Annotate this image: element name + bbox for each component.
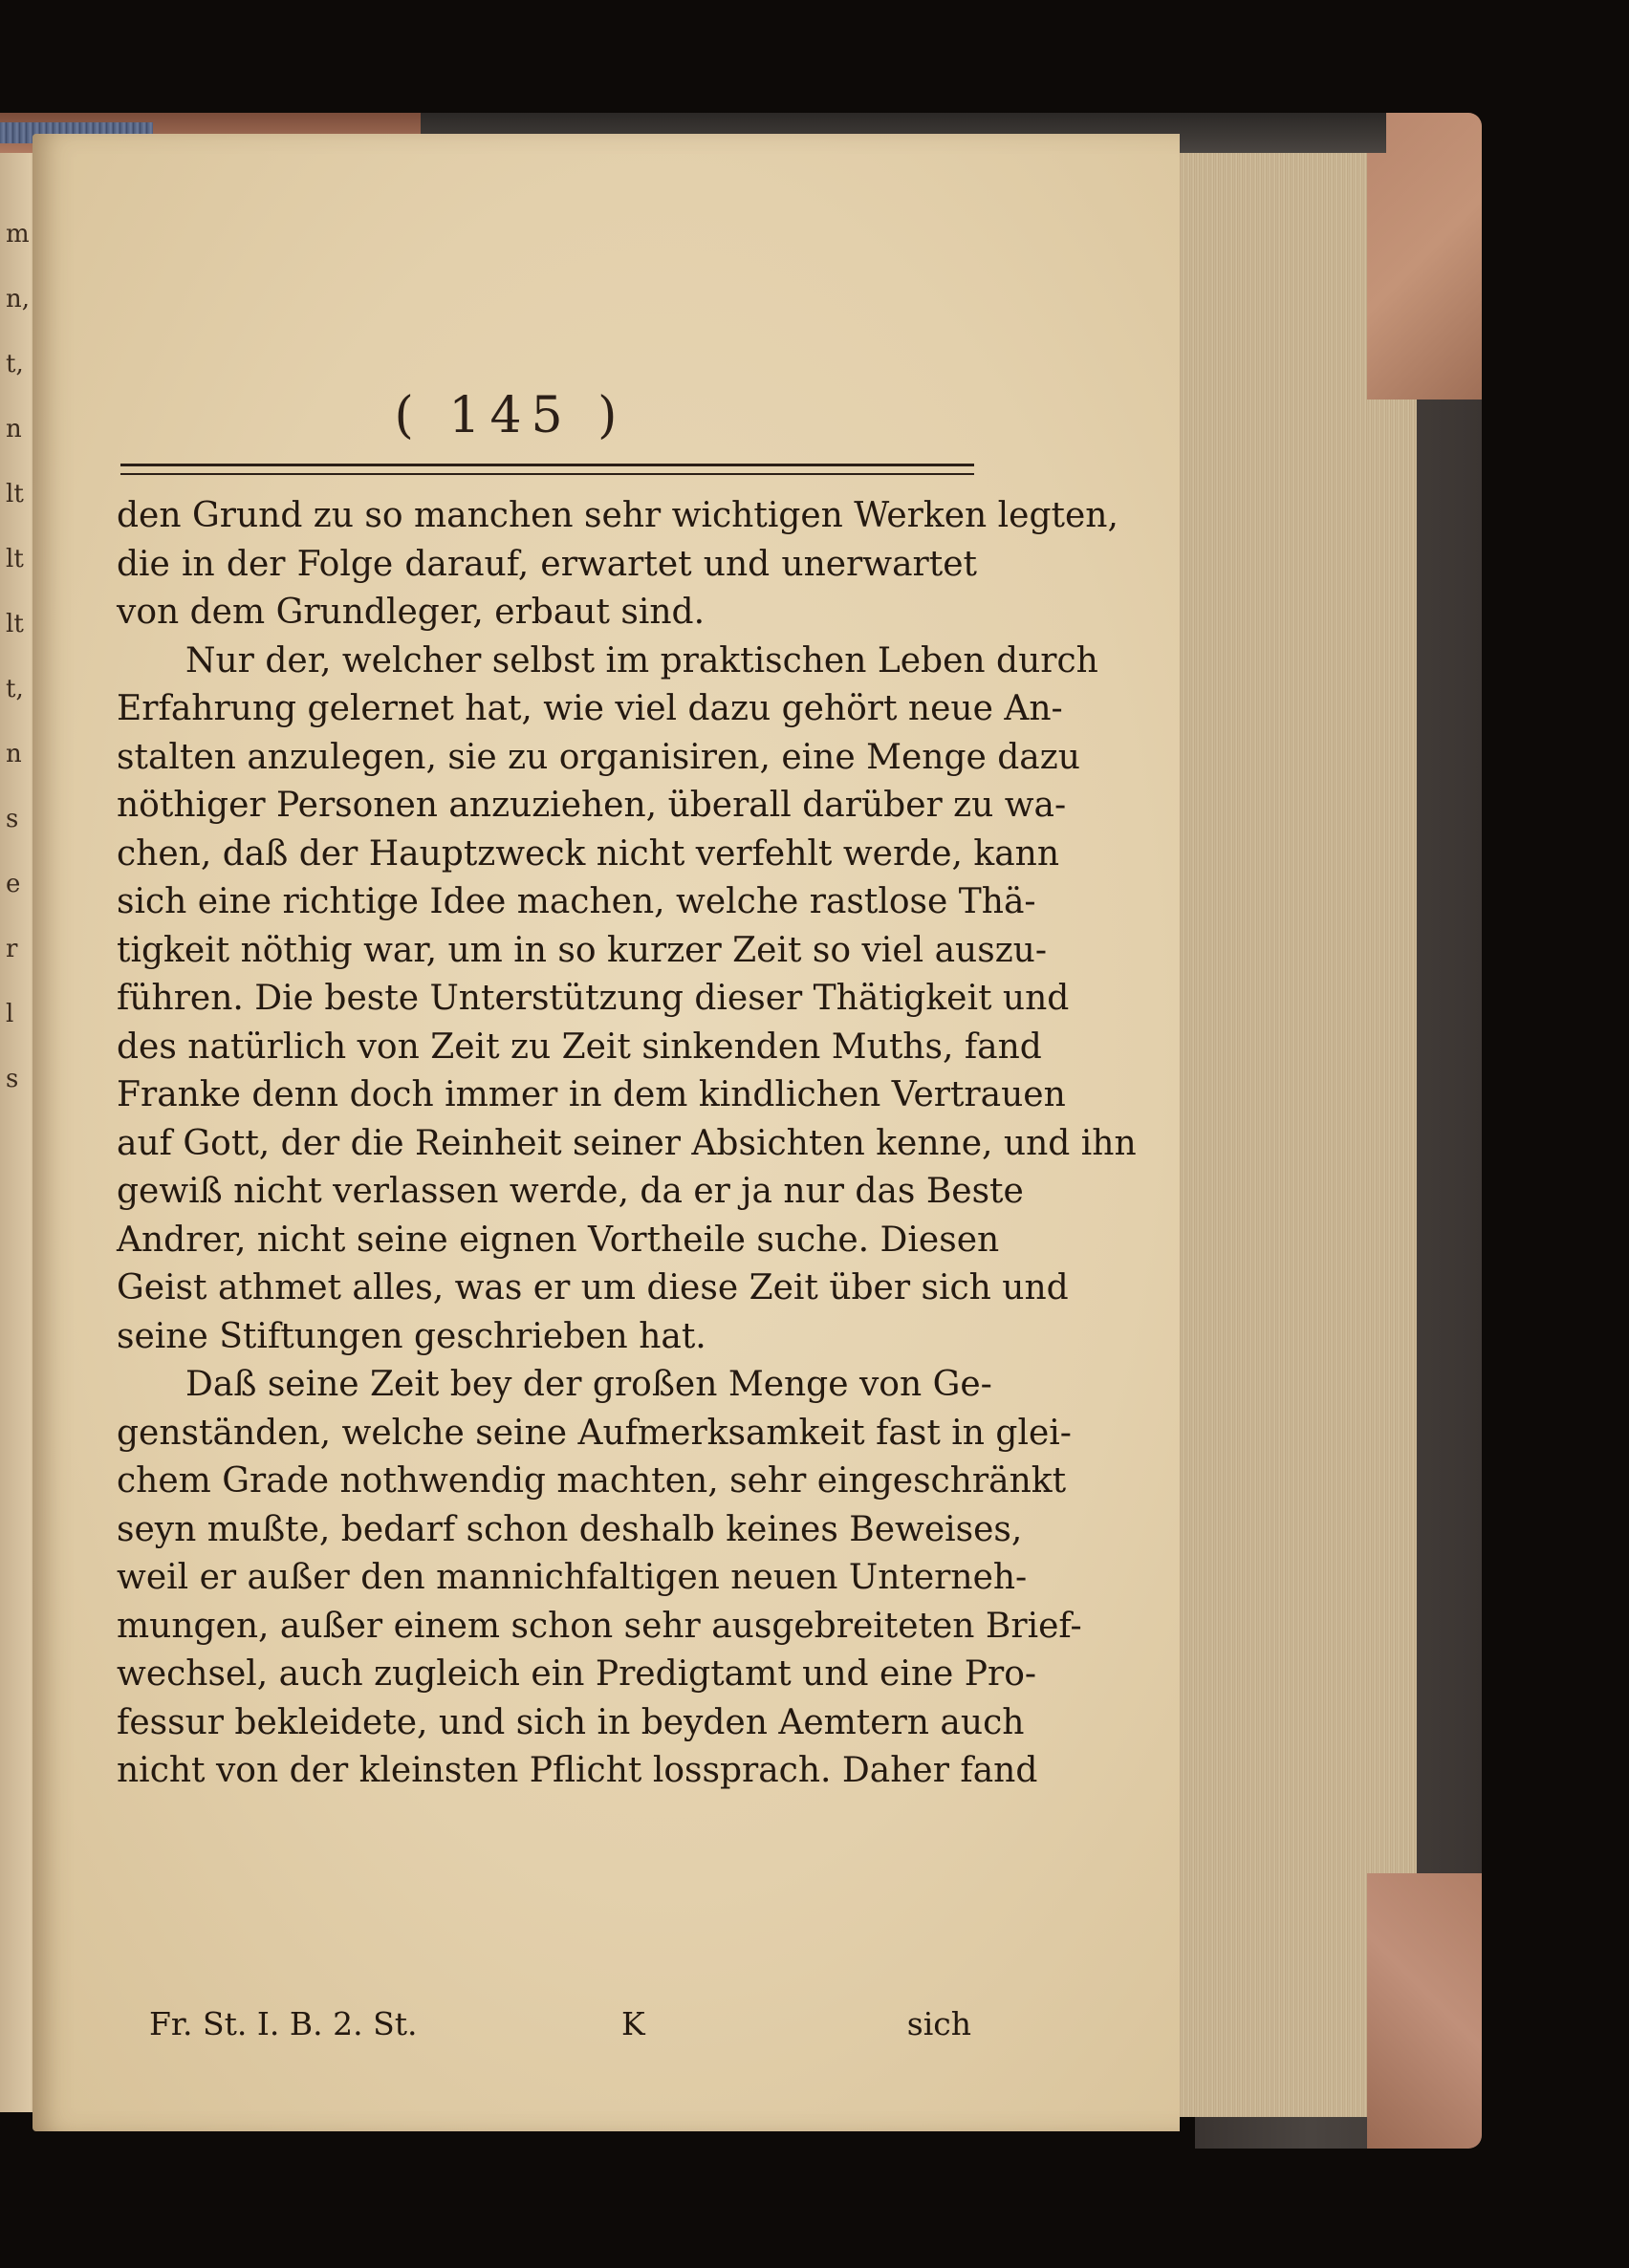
left-page-fragment: m — [6, 220, 30, 248]
left-page-fragment: n, — [6, 285, 31, 313]
text-line: nöthiger Personen anzuziehen, überall darüber zu wa- — [117, 786, 1067, 825]
text-line: genständen, welche seine Aufmerksamkeit fast in glei- — [117, 1413, 1072, 1453]
left-page-fragment: t, — [6, 350, 24, 378]
text-line: Franke denn doch immer in dem kindlichen Vertrauen — [117, 1075, 1066, 1114]
recto-page — [33, 134, 1180, 2131]
header-rule-thin — [120, 473, 974, 475]
text-line: seine Stiftungen geschrieben hat. — [117, 1316, 706, 1356]
left-page-fragment: l — [6, 1000, 14, 1028]
signature-note: Fr. St. I. B. 2. St. — [149, 2005, 418, 2042]
left-page-fragment: t, — [6, 675, 24, 703]
text-line: führen. Die beste Unterstützung dieser Thätigkeit und — [117, 979, 1070, 1018]
page-number: ( 145 ) — [394, 387, 627, 444]
text-line: mungen, außer einem schon sehr ausgebreiteten Brief- — [117, 1606, 1082, 1646]
text-line: auf Gott, der die Reinheit seiner Absichten kenne, und ihn — [117, 1123, 1137, 1163]
signature-mark: K — [621, 2005, 645, 2042]
text-line: seyn mußte, bedarf schon deshalb keines Beweises, — [117, 1509, 1023, 1549]
text-line: fessur bekleidete, und sich in beyden Aemtern auch — [117, 1702, 1025, 1742]
catchword: sich — [906, 2005, 971, 2042]
text-line: Andrer, nicht seine eignen Vortheile suche. Diesen — [117, 1220, 1000, 1260]
text-line: Daß seine Zeit bey der großen Menge von Ge- — [185, 1365, 992, 1404]
page-edges — [1166, 143, 1417, 2117]
text-line: wechsel, auch zugleich ein Predigtamt und eine Pro- — [117, 1654, 1037, 1694]
left-page-fragment: n — [6, 415, 22, 443]
text-line: gewiß nicht verlassen werde, da er ja nur das Beste — [117, 1172, 1024, 1211]
left-page-fragment: lt — [6, 480, 24, 508]
text-line: Geist athmet alles, was er um diese Zeit über sich und — [117, 1268, 1069, 1307]
cover-corner-bottom — [1367, 1873, 1482, 2149]
text-line: chen, daß der Hauptzweck nicht verfehlt werde, kann — [117, 833, 1060, 874]
text-line: Erfahrung gelernet hat, wie viel dazu gehört neue An- — [117, 689, 1063, 728]
text-line: stalten anzulegen, sie zu organisiren, eine Menge dazu — [117, 737, 1080, 777]
header-rule — [120, 464, 974, 466]
left-page-fragment: e — [6, 870, 21, 898]
left-page-fragment: s — [6, 1065, 19, 1093]
body-text — [117, 492, 1137, 1796]
left-page-fragment: s — [6, 805, 19, 833]
text-line: von dem Grundleger, erbaut sind. — [117, 593, 706, 632]
left-page-fragment: n — [6, 740, 22, 768]
left-page-fragment: lt — [6, 545, 24, 573]
text-line: weil er außer den mannichfaltigen neuen Unterneh- — [117, 1558, 1028, 1597]
text-line: sich eine richtige Idee machen, welche rastlose Thä- — [117, 882, 1036, 921]
left-page-fragment: lt — [6, 610, 24, 638]
page-footer — [117, 2005, 977, 2053]
text-line: nicht von der kleinsten Pflicht lossprach. Daher fand — [117, 1751, 1038, 1790]
text-line: des natürlich von Zeit zu Zeit sinkenden Muths, fand — [117, 1026, 1042, 1067]
text-line: die in der Folge darauf, erwartet und unerwartet — [117, 544, 977, 584]
cover-corner-top — [1367, 113, 1482, 400]
text-line: tigkeit nöthig war, um in so kurzer Zeit so viel auszu- — [117, 930, 1048, 970]
text-line: den Grund zu so manchen sehr wichtigen Werken legten, — [117, 496, 1119, 535]
text-line: Nur der, welcher selbst im praktischen Leben durch — [185, 640, 1098, 680]
text-line: chem Grade nothwendig machten, sehr eingeschränkt — [117, 1461, 1067, 1501]
left-page-fragment: r — [6, 935, 18, 963]
